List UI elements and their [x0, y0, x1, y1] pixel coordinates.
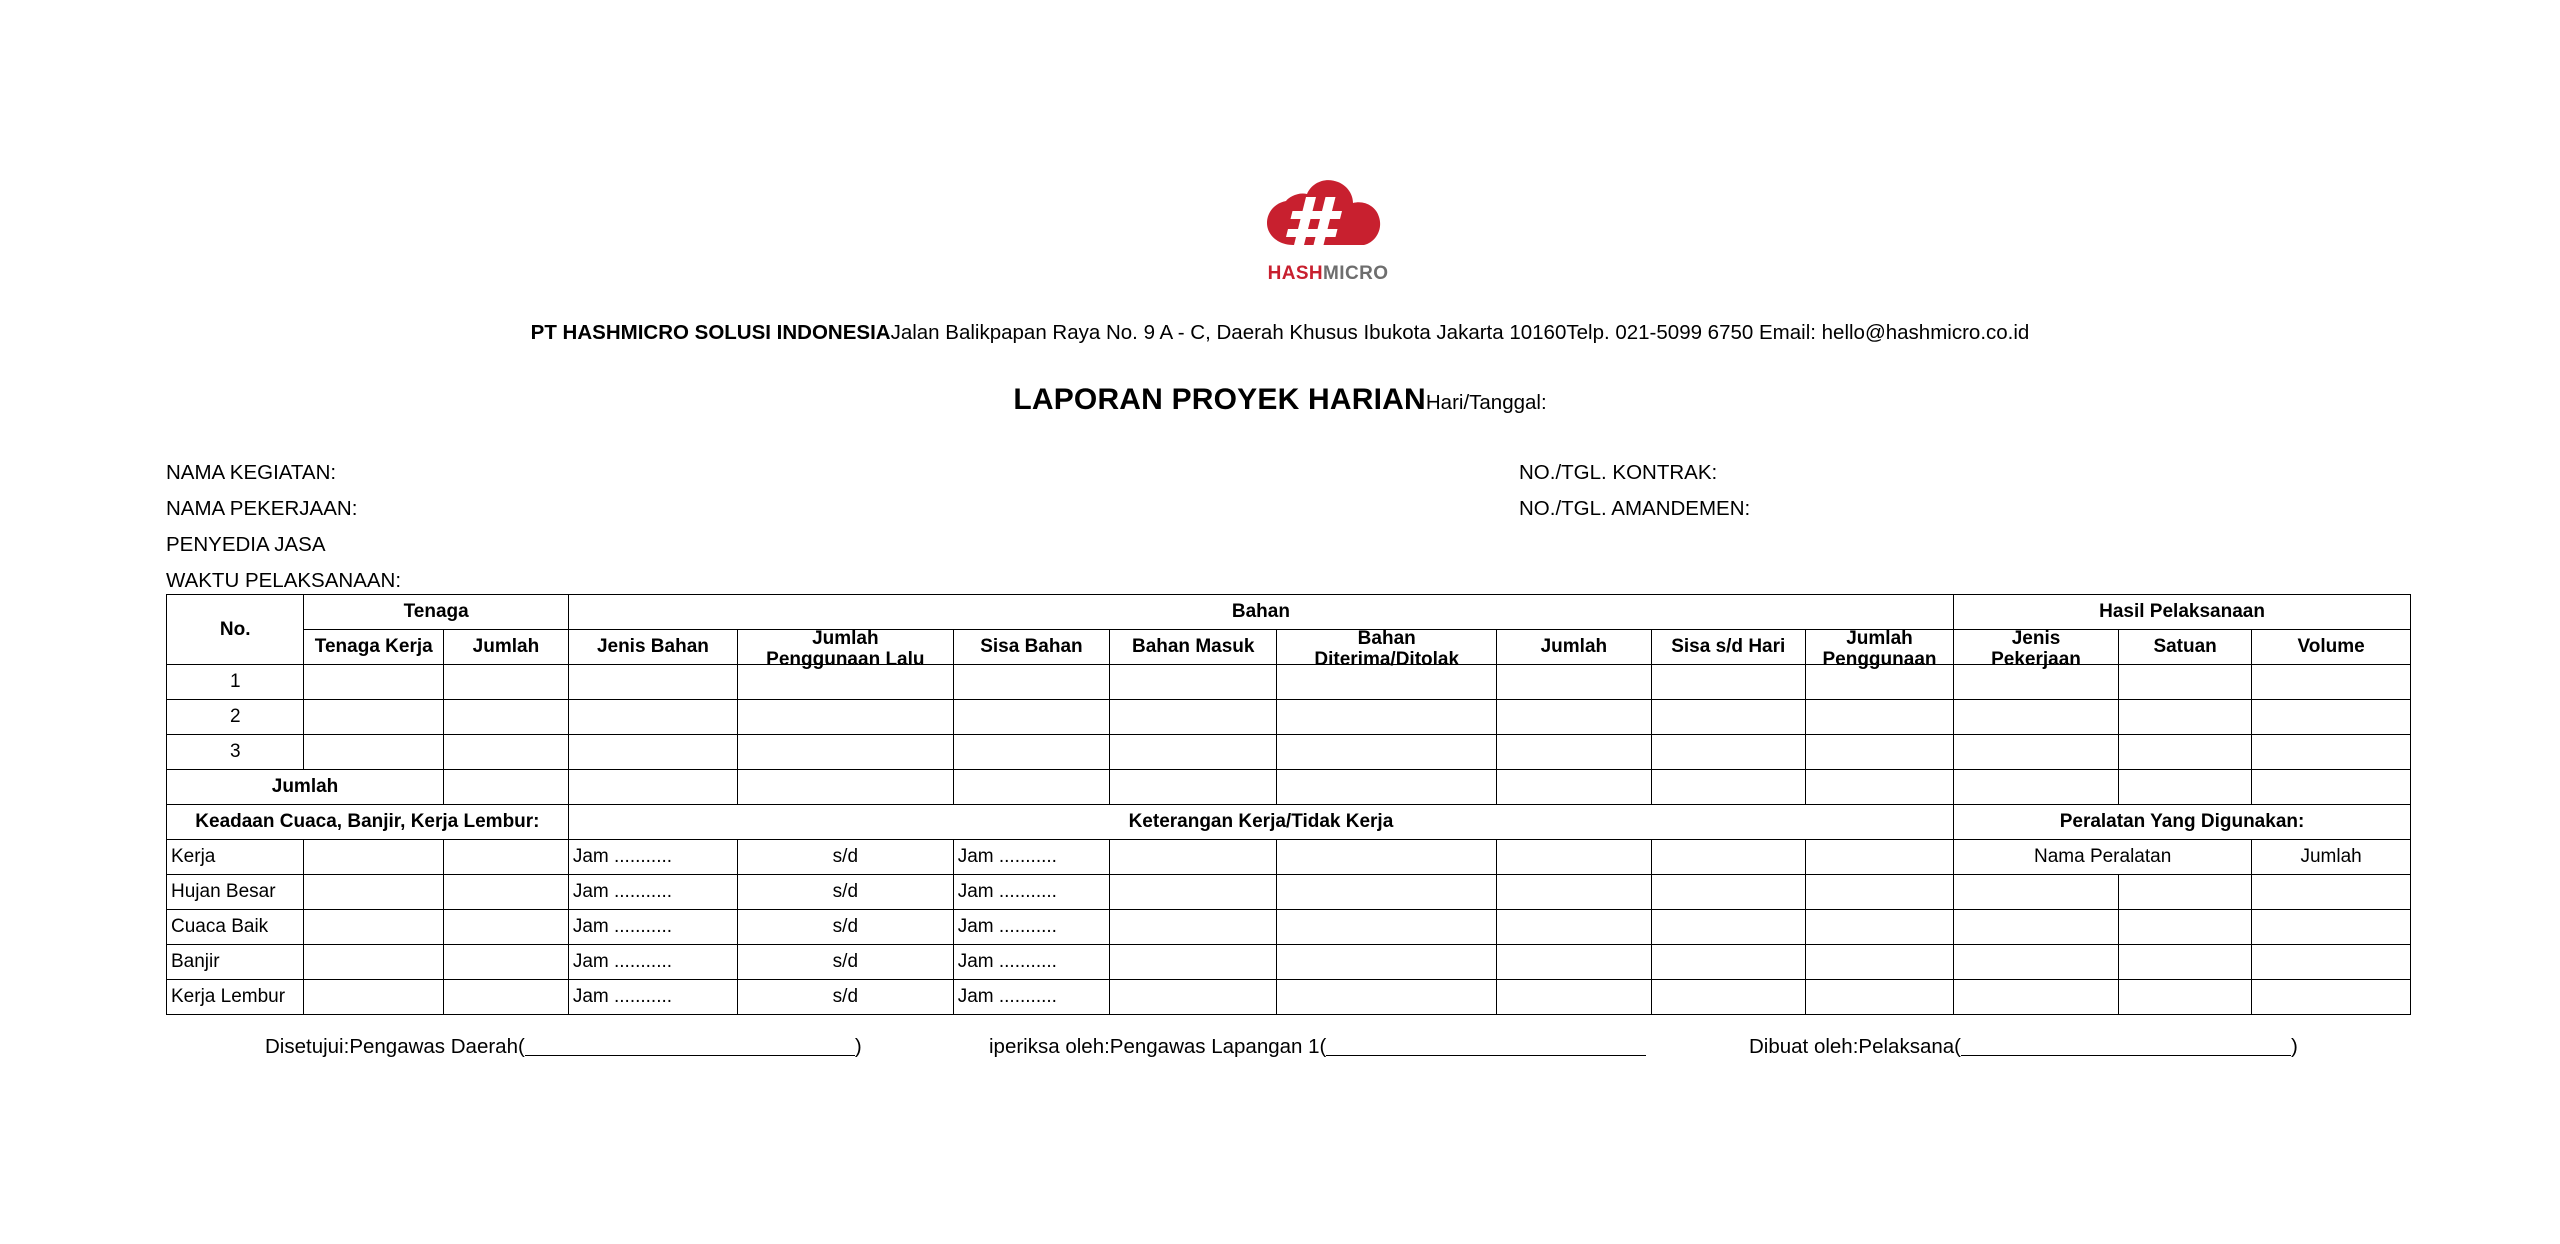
th-jenis-bahan: Jenis Bahan	[568, 630, 737, 665]
cell-jenis-bahan[interactable]	[568, 700, 737, 735]
company-logo	[1248, 178, 1408, 290]
cell-satuan[interactable]	[2119, 665, 2252, 700]
cell-jenis-pekerjaan[interactable]	[1954, 735, 2119, 770]
signature-prefix: iperiksa oleh:	[989, 1035, 1110, 1058]
cell-tenaga-kerja[interactable]	[304, 700, 444, 735]
th-bahan-diterima-ditolak	[1277, 627, 1497, 670]
condition-jam-from: Jam ...........	[568, 910, 737, 945]
th-sisa-sd-hari: Sisa s/d Hari	[1651, 630, 1805, 665]
meta-no-tgl-kontrak: NO./TGL. KONTRAK:	[1519, 461, 1718, 484]
report-table	[166, 594, 2411, 1015]
cell-jumlah-penggunaan[interactable]	[1805, 700, 1953, 735]
cell-volume[interactable]	[2252, 735, 2411, 770]
condition-cell-a[interactable]	[304, 910, 444, 945]
keterangan-kerja-label: Keterangan Kerja/Tidak Kerja	[568, 805, 1953, 840]
signature-open-paren: (	[1954, 1035, 1961, 1058]
condition-sd: s/d	[738, 840, 954, 875]
cell-jenis-bahan[interactable]	[568, 735, 737, 770]
condition-cell-f[interactable]	[1651, 945, 1805, 980]
hashmicro-cloud-hash-icon	[1260, 178, 1396, 262]
conditions-section-label: Keadaan Cuaca, Banjir, Kerja Lembur:	[167, 805, 569, 840]
peralatan-cell-jumlah[interactable]	[2252, 980, 2411, 1015]
signature-line[interactable]	[1326, 1035, 1646, 1056]
cell-sisa-bahan[interactable]	[953, 735, 1109, 770]
th-jenis-pekerjaan-line2: Pekerjaan	[1991, 648, 2081, 670]
page-title: LAPORAN PROYEK HARIAN	[1013, 383, 1426, 416]
condition-cell-f[interactable]	[1651, 875, 1805, 910]
condition-label: Banjir	[167, 945, 304, 980]
cell-sisa-sd-hari[interactable]	[1651, 665, 1805, 700]
condition-sd: s/d	[738, 910, 954, 945]
cell-bahan-masuk[interactable]	[1110, 700, 1277, 735]
signature-open-paren: (	[1319, 1035, 1327, 1058]
table-row	[167, 735, 2411, 770]
condition-cell-d[interactable]	[1277, 945, 1497, 980]
condition-cell-c[interactable]	[1110, 875, 1277, 910]
condition-jam-from: Jam ...........	[568, 980, 737, 1015]
cell-bahan-diterima-ditolak[interactable]	[1277, 700, 1497, 735]
th-volume: Volume	[2252, 630, 2411, 665]
condition-cell-g[interactable]	[1805, 840, 1953, 875]
cell-jenis-bahan[interactable]	[568, 665, 737, 700]
total-satuan[interactable]	[2119, 770, 2252, 805]
table-row	[167, 700, 2411, 735]
total-jumlah-bahan[interactable]	[1497, 770, 1651, 805]
condition-cell-e[interactable]	[1497, 945, 1651, 980]
cell-jumlah-tenaga[interactable]	[444, 735, 569, 770]
signature-line[interactable]	[1961, 1035, 2291, 1056]
peralatan-cell-nama-2[interactable]	[2119, 910, 2252, 945]
meta-nama-pekerjaan: NAMA PEKERJAAN:	[166, 497, 358, 520]
condition-jam-from: Jam ...........	[568, 840, 737, 875]
th-bahan-diterima-line2: Diterima/Ditolak	[1314, 648, 1460, 670]
th-tenaga-kerja: Tenaga Kerja	[304, 630, 444, 665]
conditions-row	[167, 945, 2411, 980]
total-sisa-sd-hari[interactable]	[1651, 770, 1805, 805]
conditions-row	[167, 910, 2411, 945]
condition-label: Kerja Lembur	[167, 980, 304, 1015]
condition-label: Cuaca Baik	[167, 910, 304, 945]
total-jenis-pekerjaan[interactable]	[1954, 770, 2119, 805]
th-sisa-bahan: Sisa Bahan	[953, 630, 1109, 665]
condition-cell-a[interactable]	[304, 875, 444, 910]
th-group-bahan: Bahan	[568, 595, 1953, 630]
peralatan-cell-nama-1[interactable]	[1954, 945, 2119, 980]
th-jumlah-penggunaan-lalu-line1: Jumlah	[812, 627, 879, 649]
th-bahan-masuk: Bahan Masuk	[1110, 630, 1277, 665]
condition-cell-e[interactable]	[1497, 980, 1651, 1015]
total-jumlah-penggunaan-lalu[interactable]	[738, 770, 954, 805]
row-number: 3	[167, 735, 304, 770]
conditions-row	[167, 980, 2411, 1015]
total-label: Jumlah	[167, 770, 444, 805]
total-jumlah-penggunaan[interactable]	[1805, 770, 1953, 805]
condition-cell-b[interactable]	[444, 945, 569, 980]
cell-jumlah-penggunaan-lalu[interactable]	[738, 735, 954, 770]
cell-jumlah-penggunaan[interactable]	[1805, 665, 1953, 700]
condition-cell-e[interactable]	[1497, 910, 1651, 945]
condition-sd: s/d	[738, 945, 954, 980]
conditions-section-header-row	[167, 805, 2411, 840]
meta-penyedia-jasa: PENYEDIA JASA	[166, 533, 326, 556]
document-title-line	[0, 383, 2560, 417]
peralatan-cell-nama-1[interactable]	[1954, 875, 2119, 910]
condition-cell-g[interactable]	[1805, 910, 1953, 945]
meta-fields-left	[166, 455, 401, 599]
signature-line[interactable]	[525, 1035, 855, 1056]
peralatan-cell-nama-1[interactable]	[1954, 980, 2119, 1015]
th-jumlah-bahan: Jumlah	[1497, 630, 1651, 665]
signature-block-diperiksa	[989, 1032, 1646, 1062]
cell-jumlah-bahan[interactable]	[1497, 735, 1651, 770]
condition-cell-c[interactable]	[1110, 945, 1277, 980]
report-table-wrapper	[166, 594, 2411, 1015]
total-volume[interactable]	[2252, 770, 2411, 805]
logo-wordmark-micro: MICRO	[1323, 263, 1389, 284]
cell-jenis-pekerjaan[interactable]	[1954, 665, 2119, 700]
condition-sd: s/d	[738, 875, 954, 910]
condition-cell-f[interactable]	[1651, 910, 1805, 945]
peralatan-cell-nama-1[interactable]	[1954, 910, 2119, 945]
row-number: 1	[167, 665, 304, 700]
cell-jumlah-tenaga[interactable]	[444, 665, 569, 700]
total-bahan-masuk[interactable]	[1110, 770, 1277, 805]
cell-jumlah-penggunaan-lalu[interactable]	[738, 700, 954, 735]
peralatan-cell-nama-2[interactable]	[2119, 980, 2252, 1015]
condition-cell-b[interactable]	[444, 980, 569, 1015]
signature-block-disetujui	[265, 1032, 862, 1062]
cell-jumlah-penggunaan-lalu[interactable]	[738, 665, 954, 700]
peralatan-label: Peralatan Yang Digunakan:	[1954, 805, 2411, 840]
logo-wordmark-hash: HASH	[1267, 263, 1324, 284]
cell-jumlah-penggunaan[interactable]	[1805, 735, 1953, 770]
signature-prefix: Dibuat oleh:	[1749, 1035, 1859, 1058]
peralatan-cell-jumlah[interactable]	[2252, 875, 2411, 910]
row-number: 2	[167, 700, 304, 735]
condition-cell-d[interactable]	[1277, 875, 1497, 910]
meta-fields-right	[1519, 455, 1750, 527]
th-satuan: Satuan	[2119, 630, 2252, 665]
th-jumlah-tenaga: Jumlah	[444, 630, 569, 665]
peralatan-cell-jumlah[interactable]	[2252, 945, 2411, 980]
condition-cell-a[interactable]	[304, 945, 444, 980]
cell-sisa-bahan[interactable]	[953, 665, 1109, 700]
cell-bahan-masuk[interactable]	[1110, 665, 1277, 700]
company-address: Jalan Balikpapan Raya No. 9 A - C, Daerah Khusus Ibukota Jakarta 10160Telp. 021-5099 6750 Email: hello@hashmicro.co.id	[890, 321, 2030, 344]
conditions-row	[167, 875, 2411, 910]
cell-sisa-bahan[interactable]	[953, 700, 1109, 735]
condition-cell-c[interactable]	[1110, 910, 1277, 945]
peralatan-cell-jumlah[interactable]	[2252, 910, 2411, 945]
th-group-tenaga: Tenaga	[304, 595, 568, 630]
cell-jenis-pekerjaan[interactable]	[1954, 700, 2119, 735]
condition-cell-g[interactable]	[1805, 875, 1953, 910]
signature-block-dibuat	[1749, 1032, 2298, 1062]
table-total-row	[167, 770, 2411, 805]
table-group-header-row	[167, 595, 2411, 630]
condition-cell-d[interactable]	[1277, 980, 1497, 1015]
cell-bahan-diterima-ditolak[interactable]	[1277, 665, 1497, 700]
condition-cell-b[interactable]	[444, 840, 569, 875]
cell-jumlah-bahan[interactable]	[1497, 665, 1651, 700]
th-jumlah-penggunaan-line1: Jumlah	[1846, 627, 1913, 649]
condition-cell-e[interactable]	[1497, 840, 1651, 875]
condition-cell-c[interactable]	[1110, 840, 1277, 875]
condition-cell-d[interactable]	[1277, 910, 1497, 945]
signature-close-paren: )	[854, 1035, 862, 1058]
condition-cell-b[interactable]	[444, 910, 569, 945]
logo-wordmark	[1268, 264, 1389, 283]
signature-open-paren: (	[517, 1035, 525, 1058]
cell-tenaga-kerja[interactable]	[304, 665, 444, 700]
condition-sd: s/d	[738, 980, 954, 1015]
condition-jam-from: Jam ...........	[568, 945, 737, 980]
cell-volume[interactable]	[2252, 665, 2411, 700]
signature-close-paren: )	[2290, 1035, 2298, 1058]
cell-satuan[interactable]	[2119, 700, 2252, 735]
condition-cell-e[interactable]	[1497, 875, 1651, 910]
signature-role: Pengawas Lapangan 1	[1109, 1035, 1320, 1058]
title-date-label: Hari/Tanggal:	[1425, 391, 1547, 414]
signature-row	[0, 1032, 2560, 1076]
cell-volume[interactable]	[2252, 700, 2411, 735]
cell-satuan[interactable]	[2119, 735, 2252, 770]
peralatan-col-nama: Nama Peralatan	[1954, 840, 2252, 875]
peralatan-cell-nama-2[interactable]	[2119, 875, 2252, 910]
th-no: No.	[167, 595, 304, 665]
total-sisa-bahan[interactable]	[953, 770, 1109, 805]
cell-sisa-sd-hari[interactable]	[1651, 735, 1805, 770]
condition-jam-from: Jam ...........	[568, 875, 737, 910]
cell-bahan-diterima-ditolak[interactable]	[1277, 735, 1497, 770]
signature-role: Pelaksana	[1858, 1035, 1955, 1058]
signature-prefix: Disetujui:	[265, 1035, 350, 1058]
signature-role: Pengawas Daerah	[349, 1035, 518, 1058]
conditions-row	[167, 840, 2411, 875]
th-jenis-pekerjaan-line1: Jenis	[2011, 627, 2061, 649]
table-column-header-row	[167, 630, 2411, 665]
th-jumlah-penggunaan	[1805, 627, 1953, 670]
condition-cell-d[interactable]	[1277, 840, 1497, 875]
meta-nama-kegiatan: NAMA KEGIATAN:	[166, 461, 337, 484]
condition-jam-to: Jam ...........	[953, 840, 1109, 875]
total-jenis-bahan[interactable]	[568, 770, 737, 805]
meta-waktu-pelaksanaan: WAKTU PELAKSANAAN:	[166, 569, 402, 592]
peralatan-cell-nama-2[interactable]	[2119, 945, 2252, 980]
condition-cell-f[interactable]	[1651, 980, 1805, 1015]
condition-cell-f[interactable]	[1651, 840, 1805, 875]
condition-cell-g[interactable]	[1805, 945, 1953, 980]
th-jumlah-penggunaan-lalu-line2: Penggunaan Lalu	[766, 648, 925, 670]
cell-tenaga-kerja[interactable]	[304, 735, 444, 770]
condition-label: Hujan Besar	[167, 875, 304, 910]
cell-sisa-sd-hari[interactable]	[1651, 700, 1805, 735]
table-row	[167, 665, 2411, 700]
condition-jam-to: Jam ...........	[953, 945, 1109, 980]
peralatan-col-jumlah: Jumlah	[2252, 840, 2411, 875]
th-jumlah-penggunaan-lalu	[738, 627, 954, 670]
total-jumlah-tenaga[interactable]	[444, 770, 569, 805]
total-bahan-diterima-ditolak[interactable]	[1277, 770, 1497, 805]
company-name: PT HASHMICRO SOLUSI INDONESIA	[530, 321, 891, 344]
condition-cell-b[interactable]	[444, 875, 569, 910]
condition-cell-c[interactable]	[1110, 980, 1277, 1015]
meta-no-tgl-amandemen: NO./TGL. AMANDEMEN:	[1519, 497, 1751, 520]
condition-cell-a[interactable]	[304, 980, 444, 1015]
cell-bahan-masuk[interactable]	[1110, 735, 1277, 770]
condition-cell-a[interactable]	[304, 840, 444, 875]
cell-jumlah-tenaga[interactable]	[444, 700, 569, 735]
th-bahan-diterima-line1: Bahan	[1357, 627, 1416, 649]
th-jumlah-penggunaan-line2: Penggunaan	[1822, 648, 1937, 670]
condition-jam-to: Jam ...........	[953, 910, 1109, 945]
cell-jumlah-bahan[interactable]	[1497, 700, 1651, 735]
th-group-hasil: Hasil Pelaksanaan	[1954, 595, 2411, 630]
condition-label: Kerja	[167, 840, 304, 875]
company-header-line	[0, 320, 2560, 346]
th-jenis-pekerjaan	[1954, 627, 2119, 670]
condition-jam-to: Jam ...........	[953, 980, 1109, 1015]
condition-jam-to: Jam ...........	[953, 875, 1109, 910]
condition-cell-g[interactable]	[1805, 980, 1953, 1015]
